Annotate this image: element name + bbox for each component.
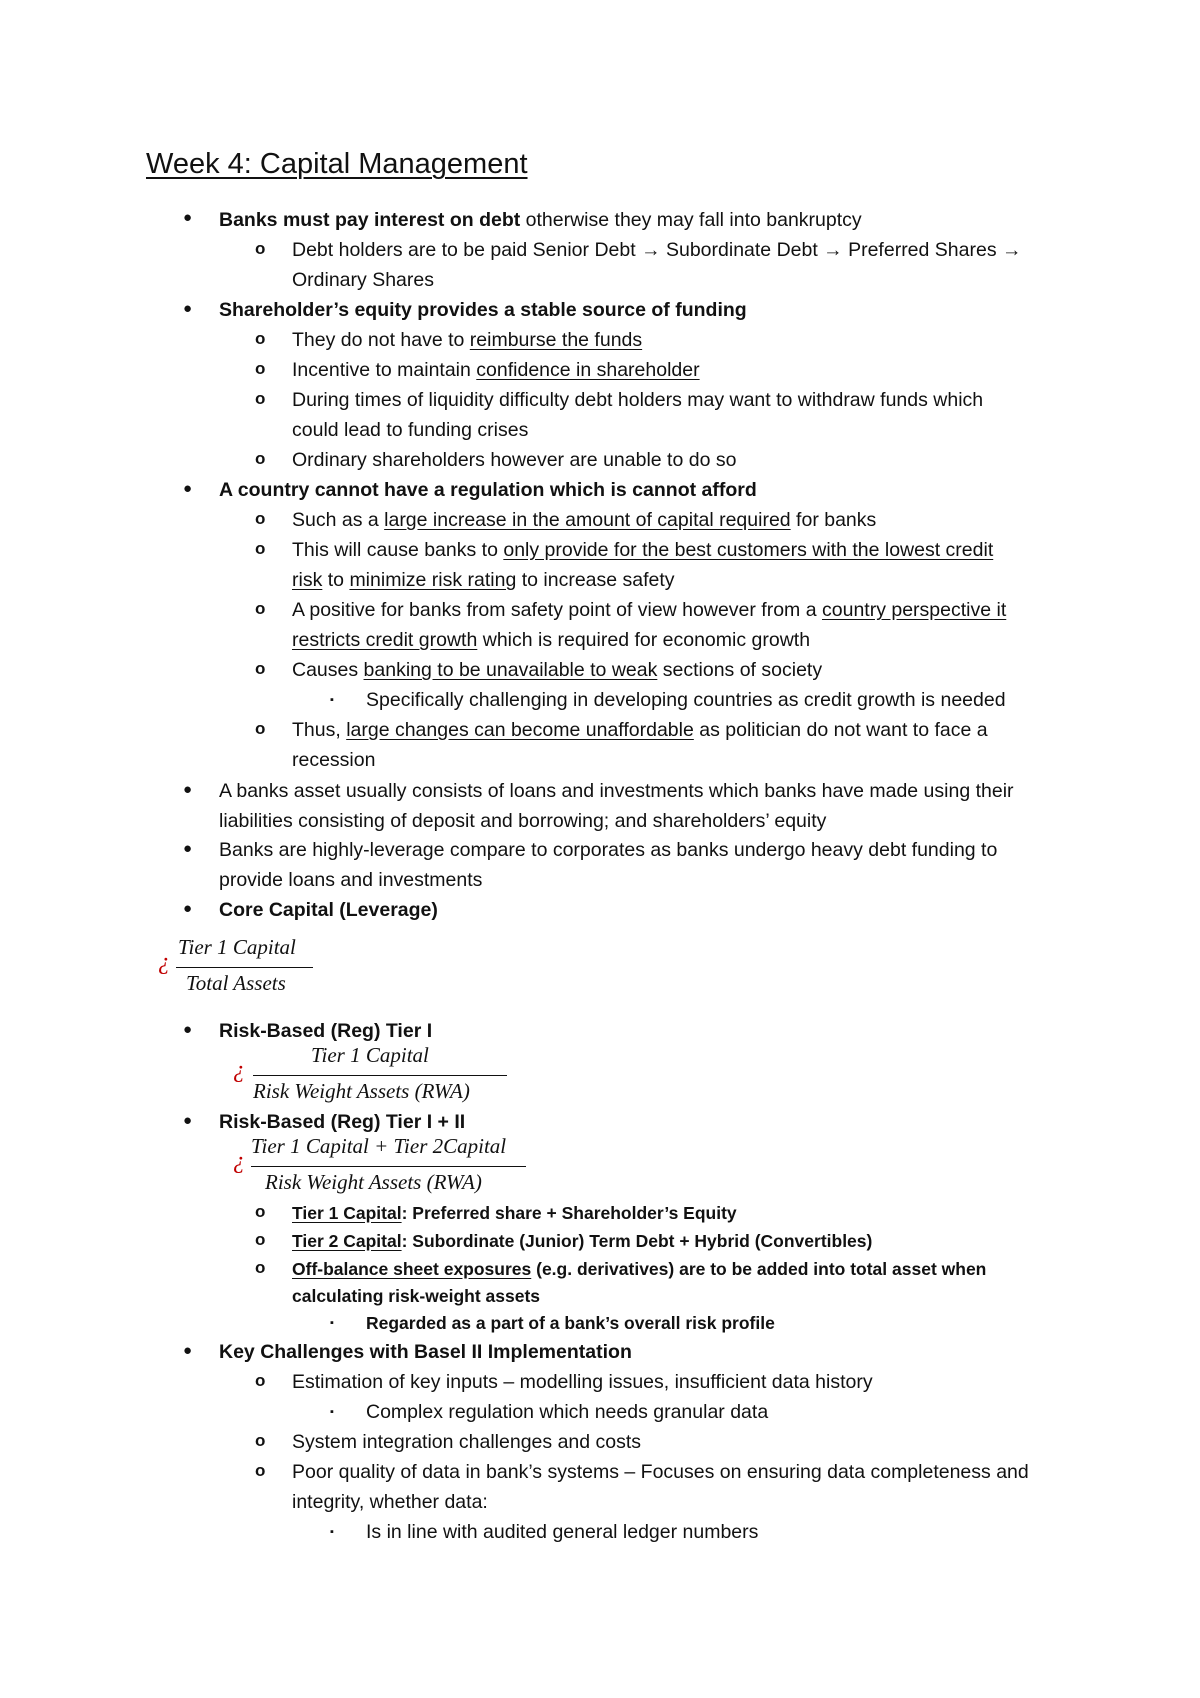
list-item-continued: Ordinary Shares	[292, 269, 434, 291]
list-item-continued	[292, 628, 810, 652]
text: to increase safety	[516, 569, 675, 591]
bullet-o: o	[255, 1258, 266, 1277]
list-item: System integration challenges and costs	[292, 1431, 642, 1453]
formula-tier1	[233, 1043, 523, 1109]
formula-leverage	[158, 935, 318, 1001]
formula-numerator: Tier 1 Capital	[178, 935, 296, 959]
list-item	[292, 238, 1022, 262]
underlined-text: Tier 1 Capital	[292, 1203, 402, 1223]
list-item	[292, 718, 988, 742]
underlined-text: country perspective it	[822, 599, 1007, 621]
text: Causes	[292, 659, 364, 681]
bullet-dot: ●	[183, 300, 193, 317]
arrow-icon: →	[641, 239, 661, 261]
bullet-dot: ●	[183, 840, 193, 857]
underlined-text: large increase in the amount of capital required	[384, 509, 791, 531]
list-item-continued: integrity, whether data:	[292, 1491, 488, 1513]
text: Debt holders are to be paid Senior Debt	[292, 239, 642, 261]
bullet-o: o	[255, 599, 266, 618]
text: Preferred Shares	[842, 239, 1002, 261]
bullet-square: ▪	[330, 1406, 334, 1418]
text: which is required for economic growth	[477, 629, 811, 651]
list-item	[292, 328, 642, 352]
formula-marker: ¿	[233, 1057, 245, 1083]
bullet-o: o	[255, 1461, 266, 1480]
text: : Subordinate (Junior) Term Debt + Hybrid (Convertibles)	[401, 1231, 873, 1251]
list-item: Complex regulation which needs granular data	[366, 1401, 769, 1423]
list-item	[292, 1257, 986, 1281]
text: They do not have to	[292, 329, 470, 351]
bullet-o: o	[255, 1371, 266, 1390]
underlined-text: Off-balance sheet exposures	[292, 1259, 532, 1279]
bullet-o: o	[255, 449, 266, 468]
bullet-dot: ●	[183, 781, 193, 798]
list-item	[292, 658, 822, 682]
list-item	[292, 598, 1006, 622]
list-item: Ordinary shareholders however are unable to do so	[292, 449, 737, 471]
list-item: Risk-Based (Reg) Tier I	[219, 1020, 433, 1042]
list-item: Specifically challenging in developing countries as credit growth is needed	[366, 689, 1006, 711]
list-item: A banks asset usually consists of loans and investments which banks have made using their	[219, 780, 1014, 802]
list-item: A country cannot have a regulation which is cannot afford	[219, 479, 757, 501]
list-item	[292, 1201, 737, 1225]
text: for banks	[790, 509, 877, 531]
text: Such as a	[292, 509, 385, 531]
list-item	[292, 1229, 872, 1253]
bullet-o: o	[255, 659, 266, 678]
bullet-o: o	[255, 1431, 266, 1450]
list-item-continued: liabilities consisting of deposit and borrowing; and shareholders’ equity	[219, 810, 827, 832]
bullet-square: ▪	[330, 1317, 334, 1329]
bullet-o: o	[255, 509, 266, 528]
arrow-icon: →	[1002, 239, 1022, 261]
text: : Preferred share + Shareholder’s Equity	[401, 1203, 737, 1223]
bullet-square: ▪	[330, 1526, 334, 1538]
list-item-continued: recession	[292, 749, 376, 771]
formula-denominator: Total Assets	[186, 971, 286, 995]
bullet-dot: ●	[183, 1021, 193, 1038]
list-item	[292, 358, 700, 382]
list-item-continued: could lead to funding crises	[292, 419, 529, 441]
list-item: Shareholder’s equity provides a stable source of funding	[219, 299, 747, 321]
list-item: During times of liquidity difficulty debt holders may want to withdraw funds which	[292, 389, 984, 411]
underlined-text: banking to be unavailable to weak	[363, 659, 658, 681]
arrow-icon: →	[823, 239, 843, 261]
list-item-continued	[292, 568, 675, 592]
list-item: Risk-Based (Reg) Tier I + II	[219, 1111, 466, 1133]
bullet-dot: ●	[183, 209, 193, 226]
bullet-o: o	[255, 389, 266, 408]
fraction-bar	[251, 1166, 526, 1167]
text: Thus,	[292, 719, 347, 741]
list-item-continued: provide loans and investments	[219, 869, 483, 891]
list-item: Regarded as a part of a bank’s overall risk profile	[366, 1313, 775, 1333]
list-item-continued: calculating risk-weight assets	[292, 1286, 541, 1306]
text: to	[322, 569, 350, 591]
bullet-dot: ●	[183, 1112, 193, 1129]
underlined-text: minimize risk rating	[349, 569, 517, 591]
list-item: Key Challenges with Basel II Implementation	[219, 1341, 632, 1363]
underlined-text: restricts credit growth	[292, 629, 478, 651]
text: Subordinate Debt	[660, 239, 824, 261]
text: A positive for banks from safety point of view however from a	[292, 599, 822, 621]
text: sections of society	[657, 659, 823, 681]
formula-denominator: Risk Weight Assets (RWA)	[253, 1079, 470, 1103]
formula-denominator: Risk Weight Assets (RWA)	[265, 1170, 482, 1194]
list-item: Is in line with audited general ledger numbers	[366, 1521, 759, 1543]
list-item: Core Capital (Leverage)	[219, 899, 438, 921]
list-item: Estimation of key inputs – modelling issues, insufficient data history	[292, 1371, 873, 1393]
bullet-square: ▪	[330, 694, 334, 706]
formula-tier1-2	[233, 1134, 543, 1200]
bullet-o: o	[255, 719, 266, 738]
underlined-text: Tier 2 Capital	[292, 1231, 402, 1251]
text: Incentive to maintain	[292, 359, 477, 381]
text: otherwise they may fall into bankruptcy	[520, 209, 862, 231]
bullet-dot: ●	[183, 1342, 193, 1359]
page-title: Week 4: Capital Management	[146, 148, 528, 180]
underlined-text: risk	[292, 569, 323, 591]
bullet-o: o	[255, 1202, 266, 1221]
bullet-o: o	[255, 239, 266, 258]
text: as politician do not want to face a	[693, 719, 988, 741]
list-item	[292, 508, 876, 532]
bullet-o: o	[255, 539, 266, 558]
formula-numerator: Tier 1 Capital	[311, 1043, 429, 1067]
list-item: Banks are highly-leverage compare to corporates as banks undergo heavy debt funding to	[219, 839, 998, 861]
formula-marker: ¿	[158, 949, 170, 975]
bullet-dot: ●	[183, 480, 193, 497]
bullet-o: o	[255, 329, 266, 348]
fraction-bar	[253, 1075, 507, 1076]
bold-text: Banks must pay interest on debt	[219, 209, 521, 231]
formula-numerator: Tier 1 Capital + Tier 2Capital	[251, 1134, 507, 1158]
fraction-bar	[176, 967, 313, 968]
underlined-text: large changes can become unaffordable	[346, 719, 694, 741]
bullet-o: o	[255, 359, 266, 378]
formula-marker: ¿	[233, 1148, 245, 1174]
list-item	[219, 208, 862, 232]
list-item: Poor quality of data in bank’s systems – Focuses on ensuring data completeness and	[292, 1461, 1029, 1483]
underlined-text: reimburse the funds	[469, 329, 643, 351]
underlined-text: only provide for the best customers with the lowest credit	[503, 539, 994, 561]
list-item	[292, 538, 993, 562]
underlined-text: confidence in shareholder	[476, 359, 700, 381]
bullet-o: o	[255, 1230, 266, 1249]
text: This will cause banks to	[292, 539, 504, 561]
text: (e.g. derivatives) are to be added into total asset when	[531, 1259, 987, 1279]
bullet-dot: ●	[183, 900, 193, 917]
